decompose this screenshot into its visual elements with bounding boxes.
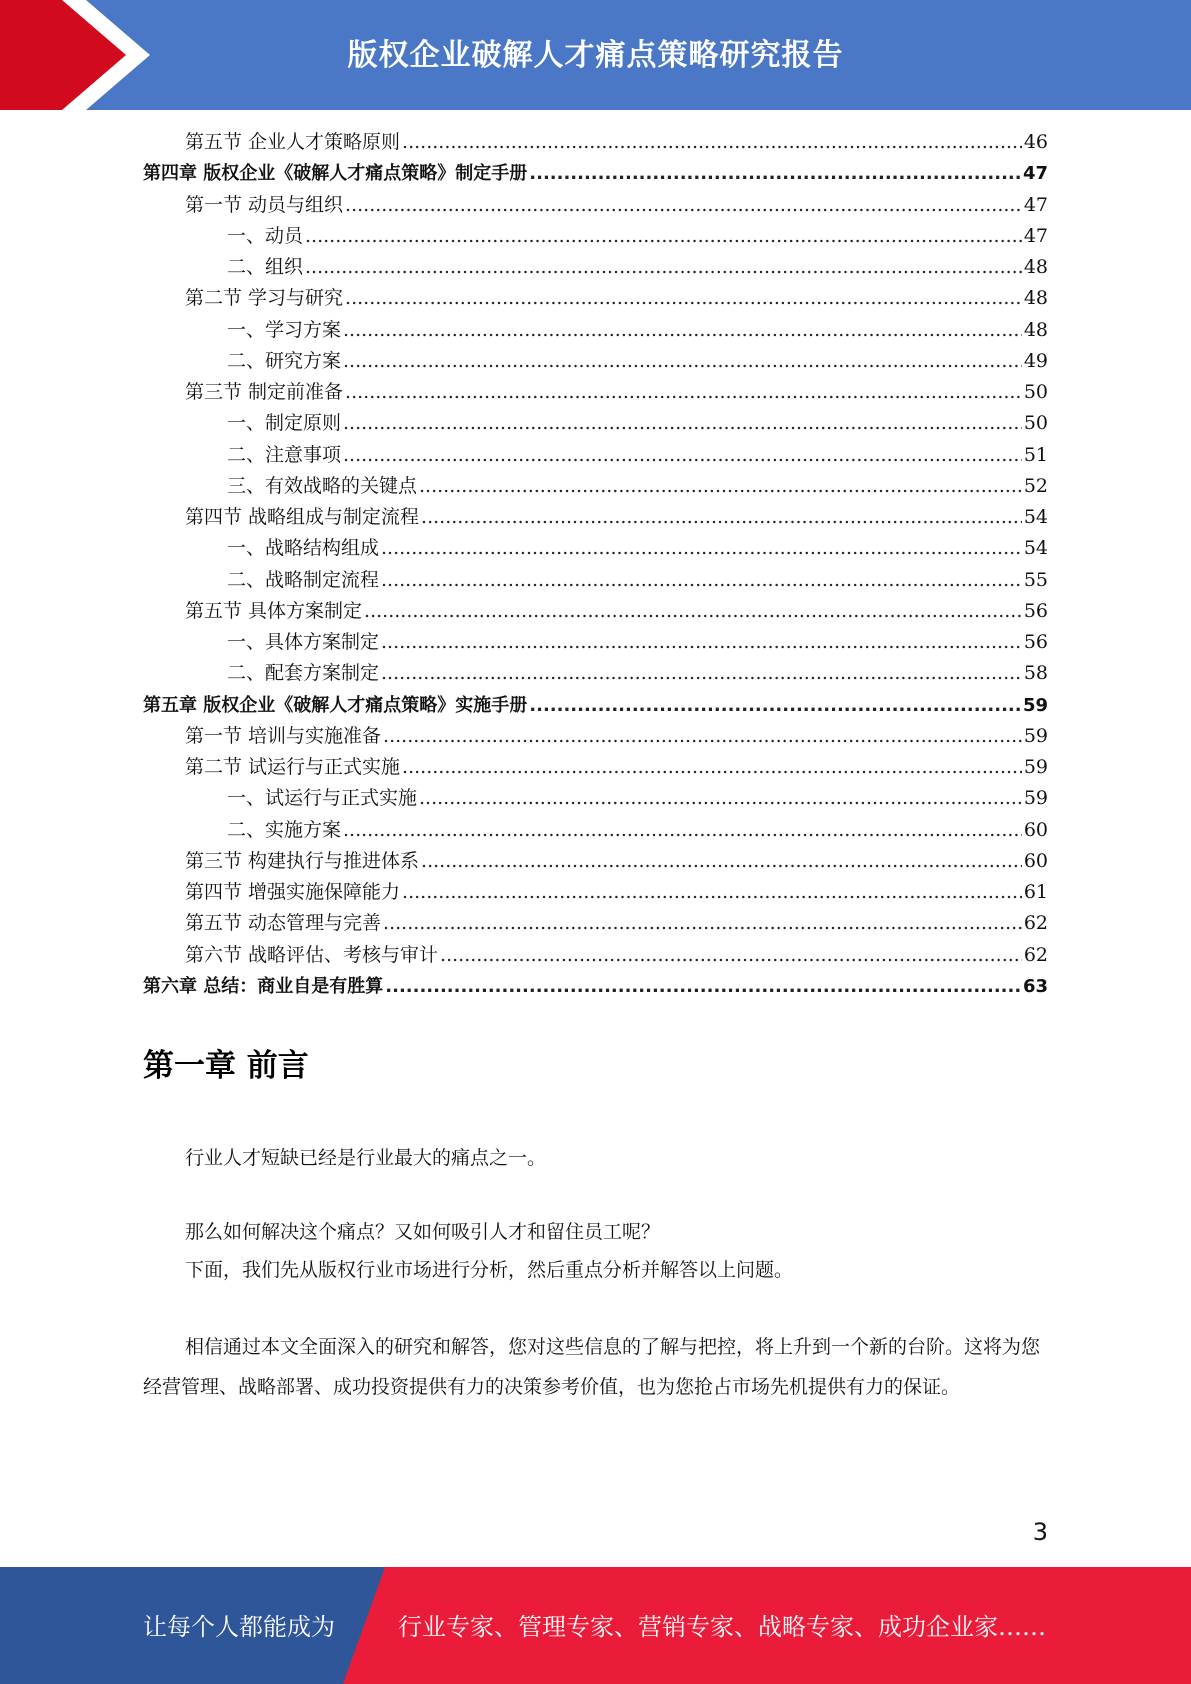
toc-entry-page: 46 — [1023, 131, 1048, 153]
toc-entry-label: 第五节 动态管理与完善 — [185, 912, 382, 935]
toc-entry[interactable] — [143, 127, 1048, 158]
toc-entry-page: 59 — [1022, 694, 1048, 716]
toc-entry-label: 第四节 战略组成与制定流程 — [185, 506, 420, 528]
page-number: 3 — [1032, 1518, 1048, 1546]
toc-entry-label: 第五节 企业人才策略原则 — [185, 131, 401, 153]
toc-leader-dots — [383, 721, 1022, 752]
toc-entry-label: 第四节 增强实施保障能力 — [185, 881, 401, 903]
toc-entry-label: 一、试运行与正式实施 — [227, 787, 418, 810]
toc-entry[interactable] — [143, 596, 1048, 627]
toc-entry-page: 47 — [1023, 193, 1048, 216]
toc-leader-dots — [345, 377, 1022, 408]
toc-entry-page: 54 — [1023, 506, 1048, 528]
toc-entry-page: 60 — [1023, 849, 1048, 872]
toc-leader-dots — [343, 315, 1022, 346]
toc-entry-page: 56 — [1023, 599, 1048, 622]
toc-leader-dots — [343, 346, 1022, 377]
toc-entry[interactable] — [143, 315, 1048, 346]
toc-leader-dots — [343, 815, 1022, 846]
toc-entry-page: 47 — [1022, 163, 1048, 185]
toc-entry-page: 47 — [1023, 224, 1048, 247]
toc-entry[interactable] — [143, 252, 1048, 283]
toc-leader-dots — [381, 658, 1022, 689]
toc-leader-dots — [385, 971, 1021, 1002]
toc-chapter-entry[interactable] — [143, 971, 1048, 1002]
toc-leader-dots — [381, 533, 1022, 564]
toc-entry-label: 第三节 制定前准备 — [185, 381, 344, 403]
toc-entry-page: 51 — [1023, 443, 1048, 466]
toc-entry-label: 二、战略制定流程 — [227, 568, 380, 591]
toc-entry-label: 第六节 战略评估、考核与审计 — [185, 943, 439, 966]
toc-entry-label: 第二节 试运行与正式实施 — [185, 756, 401, 778]
toc-entry-page: 48 — [1023, 287, 1048, 310]
toc-leader-dots — [421, 846, 1022, 877]
toc-entry-label: 一、学习方案 — [227, 318, 342, 341]
toc-entry-label: 第一节 动员与组织 — [185, 193, 344, 216]
toc-entry[interactable] — [143, 533, 1048, 564]
toc-entry-page: 55 — [1023, 568, 1048, 591]
toc-leader-dots — [345, 190, 1022, 221]
toc-leader-dots — [421, 502, 1022, 533]
toc-entry-page: 62 — [1023, 943, 1048, 966]
toc-entry-page: 63 — [1022, 975, 1048, 997]
toc-leader-dots — [529, 158, 1021, 189]
toc-entry[interactable] — [143, 752, 1048, 783]
toc-entry[interactable] — [143, 877, 1048, 908]
toc-entry-page: 61 — [1023, 881, 1048, 903]
toc-leader-dots — [364, 596, 1022, 627]
toc-entry-label: 三、有效战略的关键点 — [227, 474, 418, 497]
toc-entry[interactable] — [143, 721, 1048, 752]
toc-entry[interactable] — [143, 471, 1048, 502]
toc-leader-dots — [343, 408, 1022, 439]
toc-entry-page: 54 — [1023, 537, 1048, 560]
toc-entry[interactable] — [143, 908, 1048, 939]
toc-entry-page: 48 — [1023, 318, 1048, 341]
toc-entry[interactable] — [143, 940, 1048, 971]
toc-entry-label: 一、战略结构组成 — [227, 537, 380, 560]
toc-entry[interactable] — [143, 565, 1048, 596]
toc-entry-page: 62 — [1023, 912, 1048, 935]
toc-entry-page: 58 — [1023, 662, 1048, 685]
footer-slogan-left: 让每个人都能成为 — [143, 1613, 335, 1641]
toc-entry[interactable] — [143, 502, 1048, 533]
report-title: 版权企业破解人才痛点策略研究报告 — [347, 38, 844, 73]
toc-entry-label: 二、组织 — [227, 256, 304, 278]
toc-leader-dots — [419, 471, 1022, 502]
toc-leader-dots — [402, 752, 1022, 783]
toc-leader-dots — [419, 783, 1022, 814]
toc-entry-page: 56 — [1023, 631, 1048, 653]
toc-leader-dots — [440, 940, 1022, 971]
toc-entry[interactable] — [143, 221, 1048, 252]
toc-leader-dots — [381, 627, 1022, 658]
toc-leader-dots — [381, 565, 1022, 596]
toc-entry-page: 52 — [1023, 474, 1048, 497]
toc-entry-label: 二、注意事项 — [227, 443, 342, 466]
paragraph: 相信通过本文全面深入的研究和解答，您对这些信息的了解与把控，将上升到一个新的台阶。这将为您经营管理、战略部署、成功投资提供有力的决策参考价值，也为您抢占市场先机提供有力的保证。 — [143, 1336, 1041, 1398]
toc-entry-page: 59 — [1023, 756, 1048, 778]
toc-entry-label: 第六章 总结：商业自是有胜算 — [143, 975, 384, 997]
toc-leader-dots — [402, 127, 1022, 158]
toc-entry-page: 50 — [1023, 412, 1048, 435]
toc-leader-dots — [402, 877, 1022, 908]
toc-leader-dots — [529, 690, 1021, 721]
toc-entry-label: 第五节 具体方案制定 — [185, 599, 363, 622]
toc-leader-dots — [305, 252, 1022, 283]
toc-entry-label: 第三节 构建执行与推进体系 — [185, 849, 420, 872]
toc-entry-label: 第四章 版权企业《破解人才痛点策略》制定手册 — [143, 163, 528, 185]
toc-entry-label: 二、研究方案 — [227, 349, 342, 372]
toc-entry-page: 59 — [1023, 787, 1048, 810]
toc-chapter-entry[interactable] — [143, 690, 1048, 721]
toc-entry-label: 二、实施方案 — [227, 818, 342, 841]
page-footer — [0, 1567, 1191, 1684]
toc-entry-label: 二、配套方案制定 — [227, 662, 380, 685]
chapter-title: 第一章 前言 — [143, 1048, 309, 1084]
toc-entry[interactable] — [143, 377, 1048, 408]
toc-entry[interactable] — [143, 815, 1048, 846]
toc-entry-page: 59 — [1023, 724, 1048, 747]
toc-entry-page: 60 — [1023, 818, 1048, 841]
toc-entry[interactable] — [143, 658, 1048, 689]
paragraph: 行业人才短缺已经是行业最大的痛点之一。 — [185, 1147, 547, 1169]
toc-entry-label: 一、制定原则 — [227, 412, 342, 435]
toc-entry[interactable] — [143, 346, 1048, 377]
toc-entry-label: 一、具体方案制定 — [227, 631, 380, 653]
toc-entry[interactable] — [143, 408, 1048, 439]
toc-entry[interactable] — [143, 846, 1048, 877]
toc-chapter-entry[interactable] — [143, 158, 1048, 189]
toc-leader-dots — [305, 221, 1022, 252]
paragraph: 下面，我们先从版权行业市场进行分析，然后重点分析并解答以上问题。 — [185, 1259, 794, 1281]
toc-entry[interactable] — [143, 783, 1048, 814]
toc-leader-dots — [345, 283, 1022, 314]
footer-slogan-right: 行业专家、管理专家、营销专家、战略专家、成功企业家…… — [398, 1613, 1046, 1641]
toc-entry[interactable] — [143, 190, 1048, 221]
toc-leader-dots — [383, 908, 1022, 939]
toc-entry-label: 第五章 版权企业《破解人才痛点策略》实施手册 — [143, 694, 528, 716]
toc-entry-page: 49 — [1023, 349, 1048, 372]
toc-leader-dots — [343, 440, 1022, 471]
page-header — [0, 0, 1191, 110]
toc-entry[interactable] — [143, 627, 1048, 658]
toc-entry-label: 第二节 学习与研究 — [185, 287, 344, 310]
toc-entry[interactable] — [143, 283, 1048, 314]
toc-entry-label: 一、动员 — [227, 224, 304, 247]
toc-entry[interactable] — [143, 440, 1048, 471]
toc-entry-page: 48 — [1023, 256, 1048, 278]
paragraph: 那么如何解决这个痛点？又如何吸引人才和留住员工呢？ — [185, 1221, 661, 1243]
toc-entry-page: 50 — [1023, 381, 1048, 403]
toc-entry-label: 第一节 培训与实施准备 — [185, 724, 382, 747]
table-of-contents — [143, 127, 1048, 1002]
